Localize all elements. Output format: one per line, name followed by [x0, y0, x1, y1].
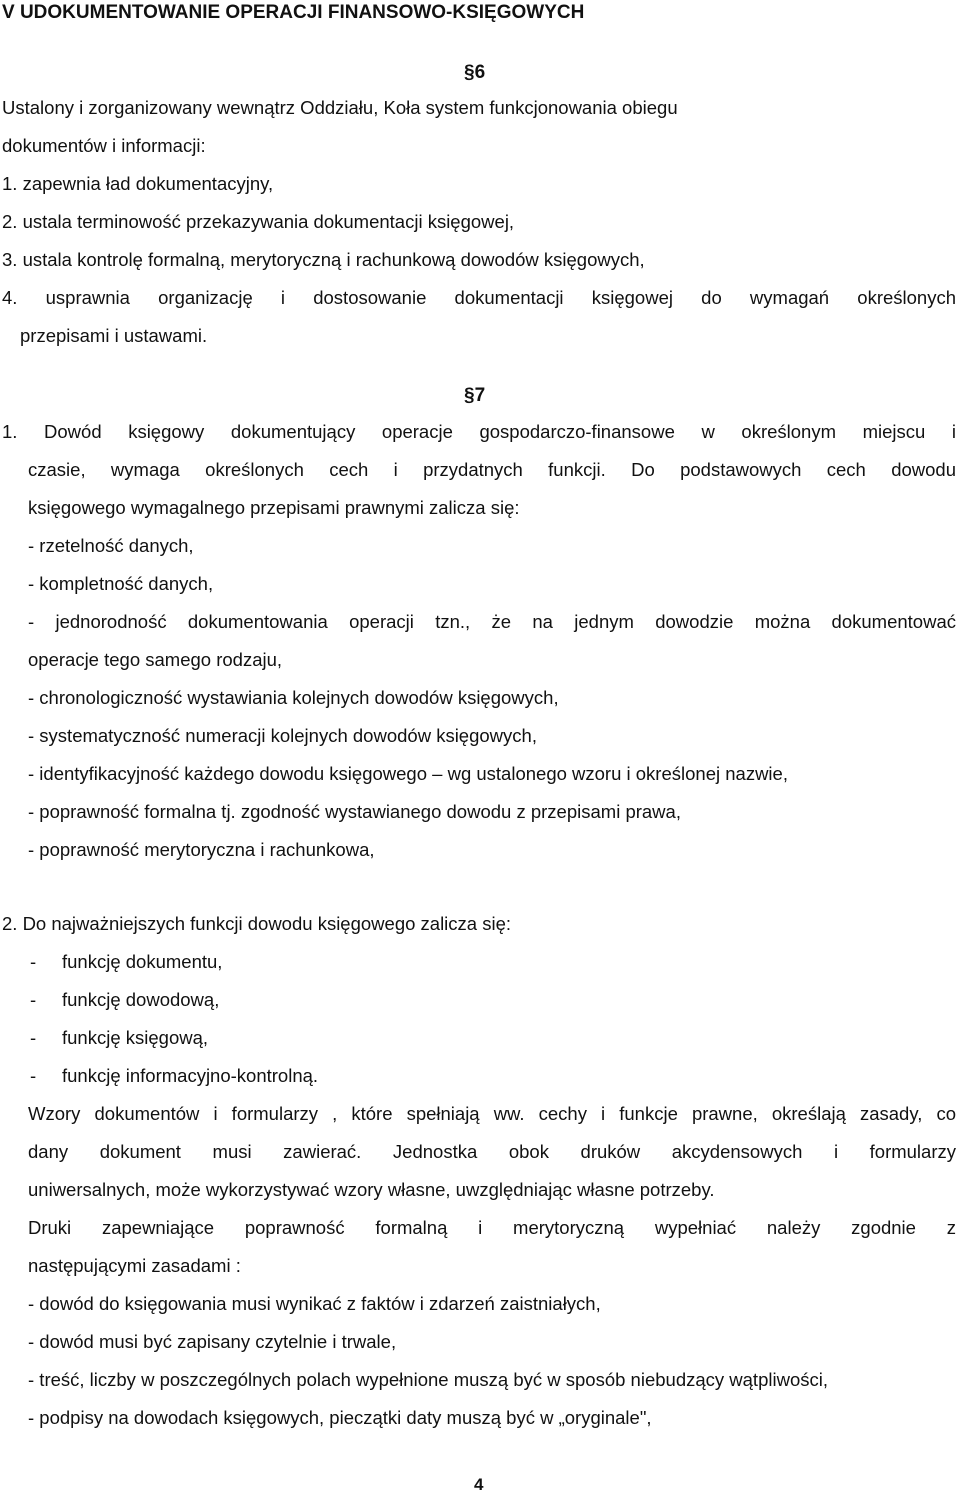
feature-item: - poprawność formalna tj. zgodność wystawianego dowodu z przepisami prawa,	[28, 801, 681, 822]
section-heading: V UDOKUMENTOWANIE OPERACJI FINANSOWO-KSIĘGOWYCH	[2, 2, 585, 23]
para6-item-4: 4. usprawnia organizację i dostosowanie dokumentacji księgowej do wymagań określonych	[2, 287, 956, 308]
page-number: 4	[474, 1475, 484, 1494]
feature-item: - kompletność danych,	[28, 573, 214, 594]
para7-s2-intro: 2. Do najważniejszych funkcji dowodu księgowego zalicza się:	[2, 913, 512, 934]
function-item: funkcję dokumentu,	[62, 951, 223, 972]
tail-line-5: następującymi zasadami :	[28, 1255, 241, 1276]
feature-item: - identyfikacyjność każdego dowodu księgowego – wg ustalonego wzoru i określonej nazwie,	[28, 763, 788, 784]
tail-line-2: dany dokument musi zawierać. Jednostka obok druków akcydensowych i formularzy	[28, 1141, 956, 1162]
paragraph-7-marker: §7	[464, 385, 486, 406]
paragraph-6-number: 6	[474, 62, 486, 83]
para6-intro-line-1: Ustalony i zorganizowany wewnątrz Oddziału, Koła system funkcjonowania obiegu	[2, 97, 678, 118]
paragraph-6-marker: §6	[464, 62, 486, 83]
para7-s1-line-3: księgowego wymagalnego przepisami prawnymi zalicza się:	[28, 497, 520, 518]
list-dash: -	[30, 951, 37, 972]
feature-item: - jednorodność dokumentowania operacji tzn., że na jednym dowodzie można dokumentować	[28, 611, 956, 632]
feature-item: - rzetelność danych,	[28, 535, 194, 556]
para7-s1-line-2: czasie, wymaga określonych cech i przydatnych funkcji. Do podstawowych cech dowodu	[28, 459, 956, 480]
rule-item: - dowód musi być zapisany czytelnie i trwale,	[28, 1331, 397, 1352]
rule-item: - treść, liczby w poszczególnych polach wypełnione muszą być w sposób niebudzący wątpliwości,	[28, 1369, 828, 1390]
list-dash: -	[30, 1065, 37, 1086]
para6-item-1: 1. zapewnia ład dokumentacyjny,	[2, 173, 274, 194]
tail-line-1: Wzory dokumentów i formularzy , które spełniają ww. cechy i funkcje prawne, określają zasady, co	[28, 1103, 956, 1124]
function-item: funkcję księgową,	[62, 1027, 209, 1048]
function-item: funkcję dowodową,	[62, 989, 220, 1010]
feature-item: - systematyczność numeracji kolejnych dowodów księgowych,	[28, 725, 537, 746]
para6-item-4-continuation: przepisami i ustawami.	[20, 325, 208, 346]
para7-s1-line-1: 1. Dowód księgowy dokumentujący operacje gospodarczo-finansowe w określonym miejscu i	[2, 421, 956, 442]
tail-line-4: Druki zapewniające poprawność formalną i merytoryczną wypełniać należy zgodnie z	[28, 1217, 956, 1238]
feature-item: - chronologiczność wystawiania kolejnych dowodów księgowych,	[28, 687, 559, 708]
rule-item: - podpisy na dowodach księgowych, pieczątki daty muszą być w „oryginale",	[28, 1407, 652, 1428]
list-dash: -	[30, 989, 37, 1010]
paragraph-7-number: 7	[474, 385, 486, 406]
para6-item-2: 2. ustala terminowość przekazywania dokumentacji księgowej,	[2, 211, 515, 232]
list-dash: -	[30, 1027, 37, 1048]
rule-item: - dowód do księgowania musi wynikać z faktów i zdarzeń zaistniałych,	[28, 1293, 601, 1314]
para6-intro-line-2: dokumentów i informacji:	[2, 135, 206, 156]
feature-item-continuation: operacje tego samego rodzaju,	[28, 649, 283, 670]
function-item: funkcję informacyjno-kontrolną.	[62, 1065, 319, 1086]
para6-item-3: 3. ustala kontrolę formalną, merytoryczną i rachunkową dowodów księgowych,	[2, 249, 645, 270]
feature-item: - poprawność merytoryczna i rachunkowa,	[28, 839, 375, 860]
tail-line-3: uniwersalnych, może wykorzystywać wzory własne, uwzględniając własne potrzeby.	[28, 1179, 715, 1200]
